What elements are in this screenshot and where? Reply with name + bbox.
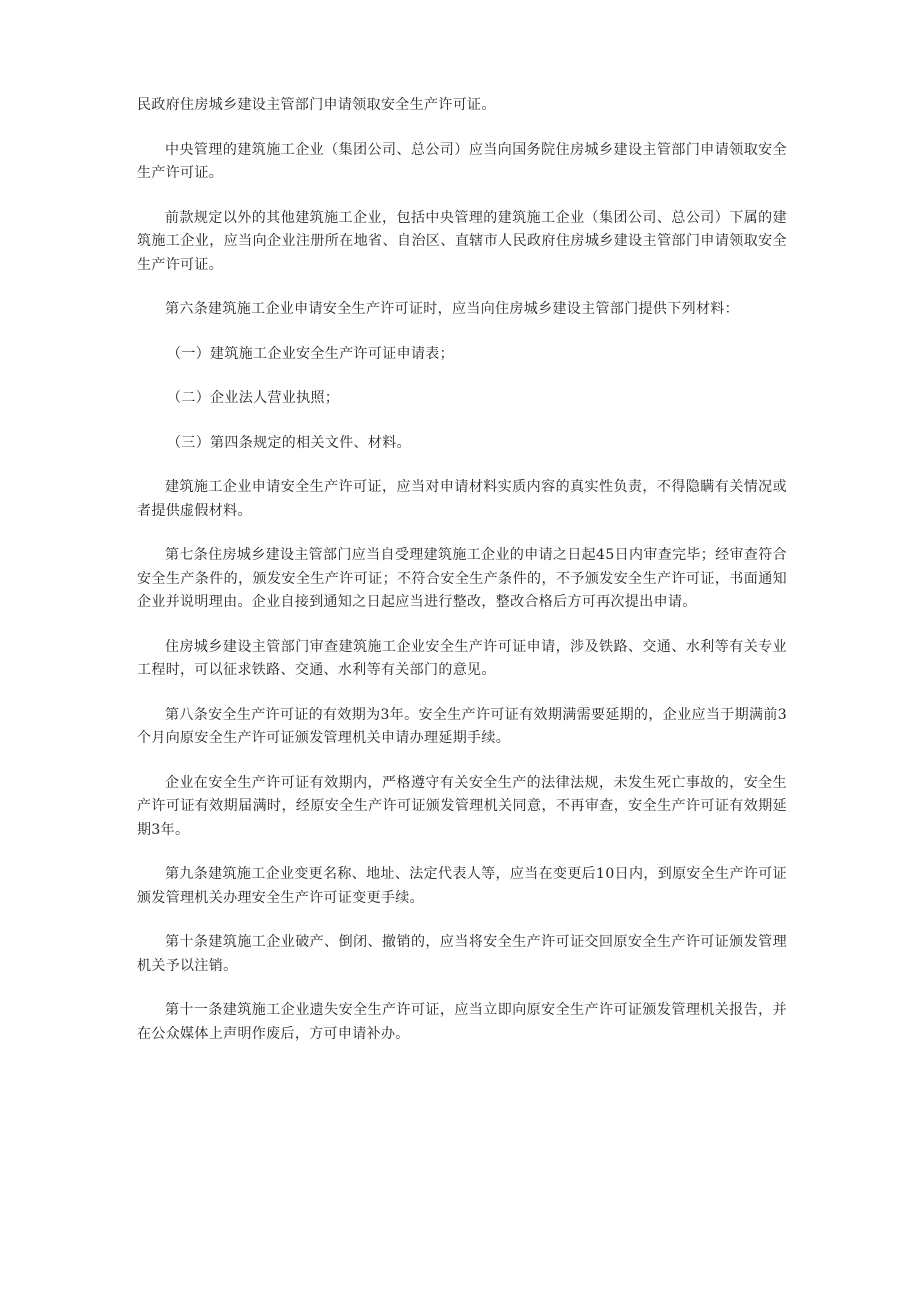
paragraph-review-opinion: 住房城乡建设主管部门审查建筑施工企业安全生产许可证申请，涉及铁路、交通、水利等有关专业工程时，可以征求铁路、交通、水利等有关部门的意见。 xyxy=(137,638,787,678)
document-body xyxy=(137,94,787,1067)
paragraph-extension: 企业在安全生产许可证有效期内，严格遵守有关安全生产的法律法规，未发生死亡事故的，安全生产许可证有效期届满时，经原安全生产许可证颁发管理机关同意，不再审查，安全生产许可证有效期延期3年。 xyxy=(137,774,787,838)
article-6-item-2: （二）企业法人营业执照； xyxy=(167,390,340,406)
article-6-item-1: （一）建筑施工企业安全生产许可证申请表； xyxy=(167,345,454,362)
article-10: 第十条建筑施工企业破产、倒闭、撤销的，应当将安全生产许可证交回原安全生产许可证颁发管理机关予以注销。 xyxy=(137,934,787,974)
article-7: 第七条住房城乡建设主管部门应当自受理建筑施工企业的申请之日起45日内审查完毕；经审查符合安全生产条件的，颁发安全生产许可证；不符合安全生产条件的，不予颁发安全生产许可证，书面通知企业并说明理由。企业自接到通知之日起应当进行整改，整改合格后方可再次提出申请。 xyxy=(137,547,787,610)
paragraph-continuation: 民政府住房城乡建设主管部门申请领取安全生产许可证。 xyxy=(137,97,496,113)
paragraph-truthfulness: 建筑施工企业申请安全生产许可证，应当对申请材料实质内容的真实性负责，不得隐瞒有关情况或者提供虚假材料。 xyxy=(137,479,787,519)
paragraph-central-enterprises: 中央管理的建筑施工企业（集团公司、总公司）应当向国务院住房城乡建设主管部门申请领取安全生产许可证。 xyxy=(137,141,787,181)
article-11: 第十一条建筑施工企业遗失安全生产许可证，应当立即向原安全生产许可证颁发管理机关报告，并在公众媒体上声明作废后，方可申请补办。 xyxy=(137,1002,787,1042)
article-6-item-3: （三）第四条规定的相关文件、材料。 xyxy=(167,434,411,451)
article-6: 第六条建筑施工企业申请安全生产许可证时，应当向住房城乡建设主管部门提供下列材料： xyxy=(165,301,739,317)
paragraph-other-enterprises: 前款规定以外的其他建筑施工企业，包括中央管理的建筑施工企业（集团公司、总公司）下属的建筑施工企业，应当向企业注册所在地省、自治区、直辖市人民政府住房城乡建设主管部门申请领取安全生产许可证。 xyxy=(137,209,787,273)
article-8: 第八条安全生产许可证的有效期为3年。安全生产许可证有效期满需要延期的，企业应当于期满前3个月向原安全生产许可证颁发管理机关申请办理延期手续。 xyxy=(137,706,787,746)
article-9: 第九条建筑施工企业变更名称、地址、法定代表人等，应当在变更后10日内，到原安全生产许可证颁发管理机关办理安全生产许可证变更手续。 xyxy=(137,866,787,906)
